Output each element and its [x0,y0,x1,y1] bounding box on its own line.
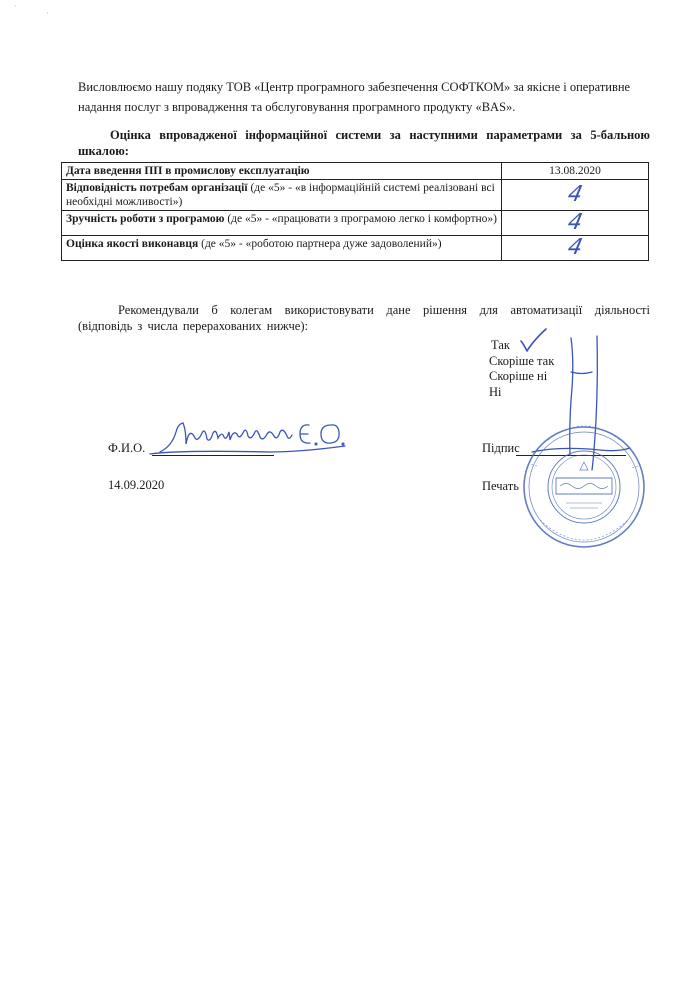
fio-label: Ф.И.О. [108,441,146,455]
criterion-note: (де «5» - «працювати з програмою легко і комфортно») [224,213,497,225]
criterion-name: Відповідність потребам організації [66,182,248,194]
handwritten-name-signature [150,423,345,454]
criterion-name: Зручність роботи з програмою [66,213,225,225]
criterion-note: (де «5» - «роботою партнера дуже задоволений») [198,238,442,250]
option-rather-no: Скоріше ні [489,369,548,383]
signing-date: 14.09.2020 [108,478,165,492]
option-no: Ні [489,384,502,399]
evaluation-heading: Оцінка впровадженої інформаційної системи за наступними параметрами за 5-бальною шкалою: [78,128,650,158]
handwritten-score: 4 [565,235,585,260]
criterion-note: (де «5» - «в інформаційній системі реалізовані всі необхідні можливості») [66,182,495,208]
signature-label: Підпис [482,441,520,455]
option-rather-yes: Скоріше так [489,353,555,368]
company-stamp [524,426,644,547]
handwritten-score: 4 [565,182,585,207]
recommendation-paragraph: Рекомендували б колегам використовувати дане рішення для автоматизації діяльності (відповідь з числа перерахованих нижче): [78,303,650,333]
criterion-name: Дата введення ПП в промислову експлуатацію [66,165,310,177]
scan-artifact: ` [14,4,17,14]
option-yes: Так [491,338,510,352]
handwritten-score: 4 [565,210,585,235]
criterion-name: Оцінка якості виконавця [66,238,199,250]
rollout-date: 13.08.2020 [549,165,601,177]
signature-scribble [532,336,630,470]
scan-artifact: · [46,8,49,18]
stamp-label: Печать [482,479,519,493]
checkmark-icon [521,329,546,351]
thanks-paragraph: Висловлюємо нашу подяку ТОВ «Центр програмного забезпечення СОФТКОМ» за якісне і оперативне надання послуг з впровадження та обслуговування програмного продукту «BAS». [78,80,631,114]
